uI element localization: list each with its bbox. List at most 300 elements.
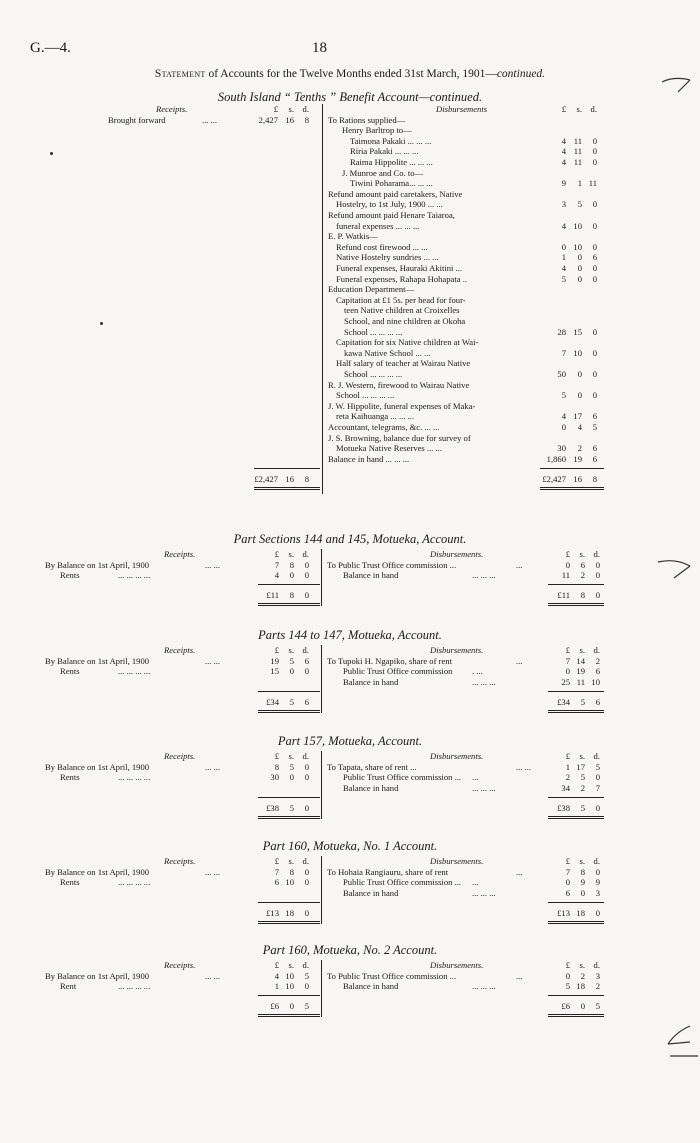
- receipts-header: Receipts.: [164, 856, 196, 866]
- disbursement-amount-shillings: 2: [580, 570, 585, 581]
- receipts-money-header-shillings: s.: [288, 645, 294, 655]
- disbursement-amount-shillings: 11: [576, 676, 585, 687]
- disbursement-label: J. W. Hippolite, funeral expenses of Maka-: [328, 400, 476, 411]
- disbursements-total-double-rule: [548, 921, 604, 924]
- disbursement-amount-shillings: 0: [577, 263, 582, 273]
- receipt-amount-shillings: 0: [289, 772, 294, 783]
- speck-mark: [100, 322, 103, 325]
- disbursement-dots: . ...: [472, 666, 483, 677]
- receipts-money-header-shillings: s.: [288, 549, 294, 559]
- column-separator: [321, 960, 322, 1017]
- receipt-dots: ... ...: [202, 114, 218, 125]
- disbursement-label: E. P. Watkis—: [328, 231, 378, 242]
- disbursement-amount-pounds: 3: [561, 199, 566, 210]
- disbursements-total-shillings: 16: [573, 473, 582, 484]
- disbursement-label: Refund cost firewood ... ...: [336, 241, 428, 252]
- column-separator: [321, 645, 322, 713]
- disbursements-money-header-pence: d.: [593, 645, 600, 655]
- disbursement-amount-pounds: 28: [557, 326, 566, 337]
- disbursement-label: Public Trust Office commission ...: [343, 772, 462, 783]
- receipts-money-header-pounds: £: [274, 751, 279, 761]
- disbursement-amount-shillings: 17: [573, 411, 582, 422]
- disbursement-amount-shillings: 2: [580, 782, 585, 793]
- disbursement-dots: ...: [516, 866, 523, 877]
- receipts-total-double-rule: [258, 816, 320, 819]
- receipts-total-pounds: £11: [266, 590, 279, 601]
- receipt-amount-pence: 0: [304, 666, 309, 677]
- disbursement-dots: ... ... ...: [472, 570, 496, 581]
- receipts-money-header-pence: d.: [302, 549, 309, 559]
- margin-mark-icon: [656, 556, 696, 582]
- receipts-total-double-rule: [254, 487, 320, 490]
- receipts-total-pence: 0: [304, 590, 309, 601]
- receipts-total-shillings: 5: [289, 802, 294, 813]
- disbursement-label: R. J. Western, firewood to Wairau Native: [328, 379, 470, 390]
- disbursement-amount-shillings: 10: [573, 241, 582, 252]
- receipts-header: Receipts.: [164, 751, 196, 761]
- disbursement-amount-pence: 0: [592, 146, 597, 157]
- disbursement-amount-pounds: 1: [565, 761, 570, 772]
- receipt-amount-pounds: 15: [270, 666, 279, 677]
- disbursement-label: Half salary of teacher at Wairau Native: [336, 358, 471, 369]
- disbursement-amount-shillings: 11: [573, 157, 582, 167]
- disbursements-total-pounds: £13: [557, 907, 570, 918]
- disbursement-dots: ...: [516, 655, 523, 666]
- receipts-money-header-shillings: s.: [288, 104, 294, 114]
- disbursement-label: To Tupoki H. Ngapiko, share of rent: [327, 655, 452, 666]
- disbursement-amount-pounds: 2: [565, 772, 570, 783]
- statement-title-prefix: Statement: [154, 68, 206, 80]
- receipt-amount-pence: 0: [304, 570, 309, 581]
- receipts-money-header-pence: d.: [302, 104, 309, 114]
- receipts-header: Receipts.: [164, 960, 196, 970]
- disbursement-amount-pence: 0: [592, 273, 597, 284]
- disbursements-header: Disbursements: [436, 104, 488, 114]
- receipts-money-header-shillings: s.: [288, 856, 294, 866]
- disbursement-label: teen Native children at Croixelles: [344, 305, 460, 316]
- disbursements-money-header-shillings: s.: [576, 104, 582, 114]
- disbursement-amount-pounds: 0: [561, 422, 566, 432]
- disbursements-total-shillings: 5: [580, 802, 585, 813]
- receipts-money-header-pounds: £: [274, 856, 279, 866]
- disbursement-amount-shillings: 15: [573, 326, 582, 337]
- disbursements-header: Disbursements.: [430, 549, 484, 559]
- disbursement-amount-shillings: 0: [577, 390, 582, 401]
- disbursement-label: School ... ... ... ...: [336, 390, 395, 401]
- disbursements-total-pence: 0: [595, 907, 600, 918]
- column-separator: [321, 856, 322, 924]
- disbursement-label: Refund amount paid caretakers, Native: [328, 188, 463, 199]
- receipts-total-pence: 0: [304, 907, 309, 918]
- disbursements-money-header-pence: d.: [593, 856, 600, 866]
- disbursement-label: Balance in hand: [343, 981, 399, 992]
- receipt-amount-pence: 0: [304, 866, 309, 877]
- disbursement-dots: ...: [472, 772, 479, 783]
- receipt-dots: ... ... ... ...: [118, 772, 151, 783]
- disbursements-money-header-pounds: £: [565, 960, 570, 970]
- disbursements-total-double-rule: [548, 710, 604, 713]
- disbursement-label: To Tapata, share of rent ...: [327, 761, 417, 772]
- disbursement-amount-shillings: 0: [577, 252, 582, 263]
- receipt-amount-shillings: 5: [289, 655, 294, 666]
- disbursement-amount-shillings: 18: [576, 981, 585, 992]
- disbursement-label: Balance in hand: [343, 570, 399, 581]
- receipts-total-pounds: £34: [266, 696, 279, 707]
- disbursement-label: J. Munroe and Co. to—: [342, 167, 424, 178]
- disbursements-money-header-pounds: £: [561, 104, 566, 114]
- disbursement-amount-pence: 0: [595, 570, 600, 581]
- account-title: Part Sections 144 and 145, Motueka, Account.: [233, 532, 467, 546]
- disbursement-label: Native Hostelry sundries ... ...: [336, 252, 439, 263]
- disbursement-amount-shillings: 17: [576, 761, 585, 772]
- receipt-amount-pence: 5: [304, 970, 309, 981]
- disbursements-total-pounds: £6: [561, 1001, 570, 1012]
- disbursements-total-pence: 0: [595, 802, 600, 813]
- disbursement-amount-shillings: 5: [580, 772, 585, 783]
- receipts-money-header-pence: d.: [302, 960, 309, 970]
- disbursement-label: Balance in hand: [343, 887, 399, 898]
- disbursement-dots: ... ... ...: [472, 887, 496, 898]
- receipt-dots: ... ...: [205, 559, 221, 570]
- account-title: Part 160, Motueka, No. 1 Account.: [262, 839, 438, 853]
- receipt-amount-shillings: 8: [289, 866, 294, 877]
- disbursements-money-header-shillings: s.: [579, 549, 585, 559]
- disbursement-amount-pence: 0: [592, 241, 597, 252]
- disbursement-label: School, and nine children at Okoha: [344, 316, 466, 326]
- receipt-amount-pence: 0: [304, 877, 309, 888]
- page-number: 18: [312, 40, 327, 56]
- disbursement-amount-shillings: 2: [580, 970, 585, 981]
- receipts-money-header-pence: d.: [302, 856, 309, 866]
- disbursements-header: Disbursements.: [430, 856, 484, 866]
- receipts-total-rule: [254, 468, 320, 469]
- receipt-amount-pence: 8: [304, 114, 309, 125]
- disbursements-total-pence: 8: [592, 473, 597, 484]
- disbursements-total-rule: [540, 468, 604, 469]
- disbursements-total-rule: [548, 902, 604, 903]
- disbursement-label: To Public Trust Office commission ...: [327, 559, 457, 570]
- disbursement-amount-pounds: 5: [561, 390, 566, 401]
- disbursement-amount-pence: 3: [595, 970, 600, 981]
- disbursements-total-rule: [548, 691, 604, 692]
- disbursements-total-pounds: £38: [557, 802, 570, 813]
- receipts-total-pounds: £6: [270, 1001, 279, 1012]
- disbursements-money-header-shillings: s.: [579, 960, 585, 970]
- receipt-amount-pence: 0: [304, 761, 309, 772]
- disbursements-money-header-shillings: s.: [579, 856, 585, 866]
- account-title: Part 157, Motueka, Account.: [277, 734, 423, 748]
- statement-title-suffix: continued.: [496, 68, 546, 80]
- disbursement-label: Public Trust Office commission: [343, 666, 453, 677]
- receipt-amount-pence: 0: [304, 772, 309, 783]
- disbursement-label: Henry Barltrop to—: [342, 125, 412, 136]
- disbursements-total-pence: 6: [595, 696, 600, 707]
- disbursement-amount-shillings: 4: [577, 422, 582, 432]
- receipts-total-double-rule: [258, 921, 320, 924]
- disbursements-header: Disbursements.: [430, 645, 484, 655]
- receipts-total-double-rule: [258, 603, 320, 606]
- receipt-amount-pounds: 6: [274, 877, 279, 888]
- receipts-total-rule: [258, 995, 320, 996]
- disbursement-amount-shillings: 0: [580, 887, 585, 898]
- disbursement-dots: ... ... ...: [472, 676, 496, 687]
- disbursements-total-shillings: 0: [580, 1001, 585, 1012]
- disbursement-amount-pence: 5: [592, 422, 597, 432]
- receipt-dots: ... ... ... ...: [118, 666, 151, 677]
- disbursements-total-shillings: 18: [576, 907, 585, 918]
- disbursement-label: Balance in hand ... ... ...: [328, 453, 410, 464]
- disbursement-amount-pence: 6: [592, 252, 597, 263]
- receipt-amount-pounds: 19: [270, 655, 279, 666]
- receipts-total-rule: [258, 691, 320, 692]
- receipt-amount-pounds: 2,427: [258, 114, 278, 125]
- disbursement-amount-pounds: 5: [565, 981, 570, 992]
- disbursements-money-header-shillings: s.: [579, 645, 585, 655]
- disbursements-total-double-rule: [548, 1014, 604, 1017]
- disbursement-label: Motueka Native Reserves ... ...: [336, 443, 442, 454]
- statement-title: [0, 68, 700, 80]
- disbursements-total-pounds: £34: [557, 696, 570, 707]
- disbursement-amount-pence: 0: [592, 135, 597, 146]
- column-separator: [322, 104, 323, 494]
- receipt-amount-pounds: 4: [274, 570, 279, 581]
- disbursement-label: Balance in hand: [343, 676, 399, 687]
- disbursement-amount-pence: 0: [592, 326, 597, 337]
- receipts-total-rule: [258, 584, 320, 585]
- disbursement-label: Tiwini Poharama... ... ...: [350, 178, 433, 189]
- receipt-amount-pounds: 30: [270, 772, 279, 783]
- receipts-total-pence: 8: [304, 473, 309, 484]
- disbursement-dots: ...: [472, 877, 479, 888]
- disbursement-amount-pence: 5: [595, 761, 600, 772]
- receipt-dots: ... ... ... ...: [118, 877, 151, 888]
- disbursements-total-double-rule: [548, 603, 604, 606]
- speck-mark: [50, 152, 53, 155]
- disbursements-money-header-pounds: £: [565, 645, 570, 655]
- disbursements-money-header-pence: d.: [590, 104, 597, 114]
- disbursement-amount-pence: 6: [595, 666, 600, 677]
- statement-title-main: of Accounts for the Twelve Months ended 31st March, 1901—: [205, 68, 497, 80]
- receipts-money-header-pounds: £: [274, 960, 279, 970]
- disbursement-amount-pounds: 5: [561, 273, 566, 284]
- disbursement-label: School ... ... ... ...: [344, 369, 403, 379]
- disbursement-amount-pounds: 4: [561, 411, 566, 422]
- receipts-total-pounds: £2,427: [254, 473, 278, 484]
- receipt-label: By Balance on 1st April, 1900: [45, 655, 150, 666]
- disbursement-amount-pence: 0: [595, 772, 600, 783]
- disbursements-money-header-pence: d.: [593, 751, 600, 761]
- receipt-amount-pounds: 7: [274, 866, 279, 877]
- disbursement-amount-pounds: 25: [561, 676, 570, 687]
- receipt-amount-shillings: 0: [289, 570, 294, 581]
- receipt-amount-shillings: 0: [289, 666, 294, 677]
- disbursement-amount-pounds: 4: [561, 157, 566, 167]
- disbursement-amount-shillings: 10: [573, 220, 582, 231]
- disbursement-dots: ... ... ...: [472, 981, 496, 992]
- disbursement-amount-pence: 0: [592, 263, 597, 273]
- disbursement-amount-shillings: 9: [580, 877, 585, 888]
- disbursement-dots: ... ... ...: [472, 782, 496, 793]
- receipt-label: Rents: [60, 666, 80, 677]
- receipt-label: Rents: [60, 570, 80, 581]
- receipt-label: By Balance on 1st April, 1900: [45, 970, 150, 981]
- disbursement-label: funeral expenses ... ... ...: [336, 220, 420, 231]
- disbursement-label: School ... ... ... ...: [344, 326, 403, 337]
- receipt-amount-shillings: 5: [289, 761, 294, 772]
- receipts-money-header-pence: d.: [302, 751, 309, 761]
- disbursement-amount-shillings: 14: [576, 655, 585, 666]
- disbursement-amount-pounds: 7: [565, 866, 570, 877]
- receipts-total-shillings: 18: [285, 907, 294, 918]
- disbursement-label: Education Department—: [328, 284, 415, 295]
- receipts-money-header-shillings: s.: [288, 960, 294, 970]
- disbursement-amount-pounds: 4: [561, 146, 566, 157]
- receipt-amount-pence: 0: [304, 559, 309, 570]
- disbursement-label: reta Kaihuanga ... ... ...: [336, 411, 415, 422]
- receipt-label: Rents: [60, 772, 80, 783]
- disbursements-money-header-shillings: s.: [579, 751, 585, 761]
- receipts-header: Receipts.: [156, 104, 188, 114]
- margin-mark-icon: [660, 72, 696, 96]
- disbursements-money-header-pounds: £: [565, 856, 570, 866]
- receipt-dots: ... ... ... ...: [118, 570, 151, 581]
- disbursements-total-pence: 5: [595, 1001, 600, 1012]
- disbursements-total-rule: [548, 797, 604, 798]
- disbursement-amount-pence: 0: [592, 199, 597, 210]
- disbursements-total-double-rule: [548, 816, 604, 819]
- receipt-amount-shillings: 10: [285, 877, 294, 888]
- disbursements-money-header-pence: d.: [593, 960, 600, 970]
- disbursement-label: To Public Trust Office commission ...: [327, 970, 457, 981]
- disbursement-amount-shillings: 11: [573, 135, 582, 146]
- receipts-total-pence: 0: [304, 802, 309, 813]
- disbursement-amount-shillings: 0: [577, 273, 582, 284]
- disbursement-label: Riria Pakaki ... ... ...: [350, 146, 419, 157]
- account-title: Part 160, Motueka, No. 2 Account.: [262, 943, 438, 957]
- disbursement-amount-pence: 0: [595, 866, 600, 877]
- disbursements-total-double-rule: [540, 487, 604, 490]
- disbursement-label: Accountant, telegrams, &c. ... ...: [328, 422, 440, 432]
- south-island-account-title: South Island “ Tenths ” Benefit Account—continued.: [217, 90, 483, 104]
- disbursement-amount-shillings: 19: [573, 453, 582, 464]
- disbursements-money-header-pence: d.: [593, 549, 600, 559]
- receipts-header: Receipts.: [164, 645, 196, 655]
- receipt-dots: ... ...: [205, 970, 221, 981]
- disbursement-amount-pounds: 7: [561, 347, 566, 358]
- receipts-total-pounds: £38: [266, 802, 279, 813]
- disbursement-amount-shillings: 19: [576, 666, 585, 677]
- disbursement-label: To Rations supplied—: [328, 114, 406, 125]
- receipt-label: By Balance on 1st April, 1900: [45, 761, 150, 772]
- disbursement-amount-pence: 0: [592, 220, 597, 231]
- disbursement-dots: ...: [516, 559, 523, 570]
- disbursement-amount-pounds: 1,860: [546, 453, 566, 464]
- disbursement-amount-pence: 11: [588, 178, 597, 189]
- disbursement-amount-pounds: 0: [561, 241, 566, 252]
- disbursement-amount-pence: 2: [595, 655, 600, 666]
- disbursement-amount-shillings: 8: [580, 866, 585, 877]
- receipt-amount-pounds: 8: [274, 761, 279, 772]
- disbursement-amount-shillings: 0: [577, 369, 582, 379]
- disbursement-amount-pounds: 0: [565, 970, 570, 981]
- disbursement-amount-pence: 0: [592, 390, 597, 401]
- disbursement-amount-pounds: 7: [565, 655, 570, 666]
- disbursement-amount-shillings: 10: [573, 347, 582, 358]
- receipt-amount-shillings: 10: [285, 970, 294, 981]
- disbursement-amount-pence: 7: [595, 782, 600, 793]
- disbursement-amount-pence: 2: [595, 981, 600, 992]
- disbursements-total-pounds: £2,427: [542, 473, 566, 484]
- disbursement-amount-shillings: 2: [577, 443, 582, 454]
- disbursements-total-rule: [548, 995, 604, 996]
- disbursement-amount-pence: 6: [592, 443, 597, 454]
- receipts-money-header-pounds: £: [274, 645, 279, 655]
- receipt-dots: ... ...: [205, 655, 221, 666]
- disbursement-amount-pounds: 4: [561, 263, 566, 273]
- disbursement-amount-pence: 6: [592, 411, 597, 422]
- receipt-amount-pounds: 7: [274, 559, 279, 570]
- disbursement-amount-pounds: 4: [561, 220, 566, 231]
- disbursement-amount-pounds: 1: [561, 252, 566, 263]
- receipt-dots: ... ... ... ...: [118, 981, 151, 992]
- receipt-label: By Balance on 1st April, 1900: [45, 866, 150, 877]
- disbursement-label: Public Trust Office commission ...: [343, 877, 462, 888]
- disbursement-label: kawa Native School ... ...: [344, 347, 431, 358]
- receipts-total-pounds: £13: [266, 907, 279, 918]
- receipts-money-header-pounds: £: [274, 549, 279, 559]
- receipts-total-pence: 5: [304, 1001, 309, 1012]
- disbursement-amount-pence: 9: [595, 877, 600, 888]
- disbursement-label: J. S. Browning, balance due for survey of: [328, 432, 471, 443]
- disbursement-amount-shillings: 5: [577, 199, 582, 210]
- receipts-total-double-rule: [258, 710, 320, 713]
- disbursement-amount-pounds: 4: [561, 135, 566, 146]
- disbursement-amount-pence: 10: [591, 676, 600, 687]
- disbursements-money-header-pounds: £: [565, 751, 570, 761]
- disbursement-dots: ...: [516, 970, 523, 981]
- receipts-total-shillings: 8: [289, 590, 294, 601]
- disbursement-amount-pence: 0: [595, 559, 600, 570]
- receipts-header: Receipts.: [164, 549, 196, 559]
- disbursement-label: Funeral expenses, Hauraki Akitini ...: [336, 263, 463, 273]
- receipt-label: Rents: [60, 877, 80, 888]
- page-reference: G.—4.: [30, 40, 71, 56]
- column-separator: [321, 549, 322, 606]
- disbursement-amount-pence: 6: [592, 453, 597, 464]
- disbursement-label: Refund amount paid Henare Taiaroa,: [328, 210, 455, 220]
- disbursement-amount-pounds: 34: [561, 782, 570, 793]
- receipts-total-pence: 6: [304, 696, 309, 707]
- receipt-amount-pence: 6: [304, 655, 309, 666]
- receipt-dots: ... ...: [205, 761, 221, 772]
- disbursement-amount-pence: 0: [592, 157, 597, 167]
- receipts-money-header-shillings: s.: [288, 751, 294, 761]
- receipts-total-shillings: 0: [289, 1001, 294, 1012]
- disbursement-amount-pence: 3: [595, 887, 600, 898]
- margin-mark-icon: [660, 1022, 700, 1062]
- disbursement-amount-pence: 0: [592, 347, 597, 358]
- receipt-dots: ... ...: [205, 866, 221, 877]
- receipt-amount-pounds: 1: [274, 981, 279, 992]
- disbursement-label: Capitation for six Native children at Wai-: [336, 337, 479, 348]
- disbursements-total-rule: [548, 584, 604, 585]
- receipt-amount-shillings: 10: [285, 981, 294, 992]
- disbursement-label: Taimona Pakaki ... ... ...: [350, 135, 432, 146]
- disbursement-amount-shillings: 6: [580, 559, 585, 570]
- disbursement-amount-shillings: 11: [573, 146, 582, 157]
- disbursements-total-pence: 0: [595, 590, 600, 601]
- disbursement-label: To Hohaia Rangiauru, share of rent: [327, 866, 449, 877]
